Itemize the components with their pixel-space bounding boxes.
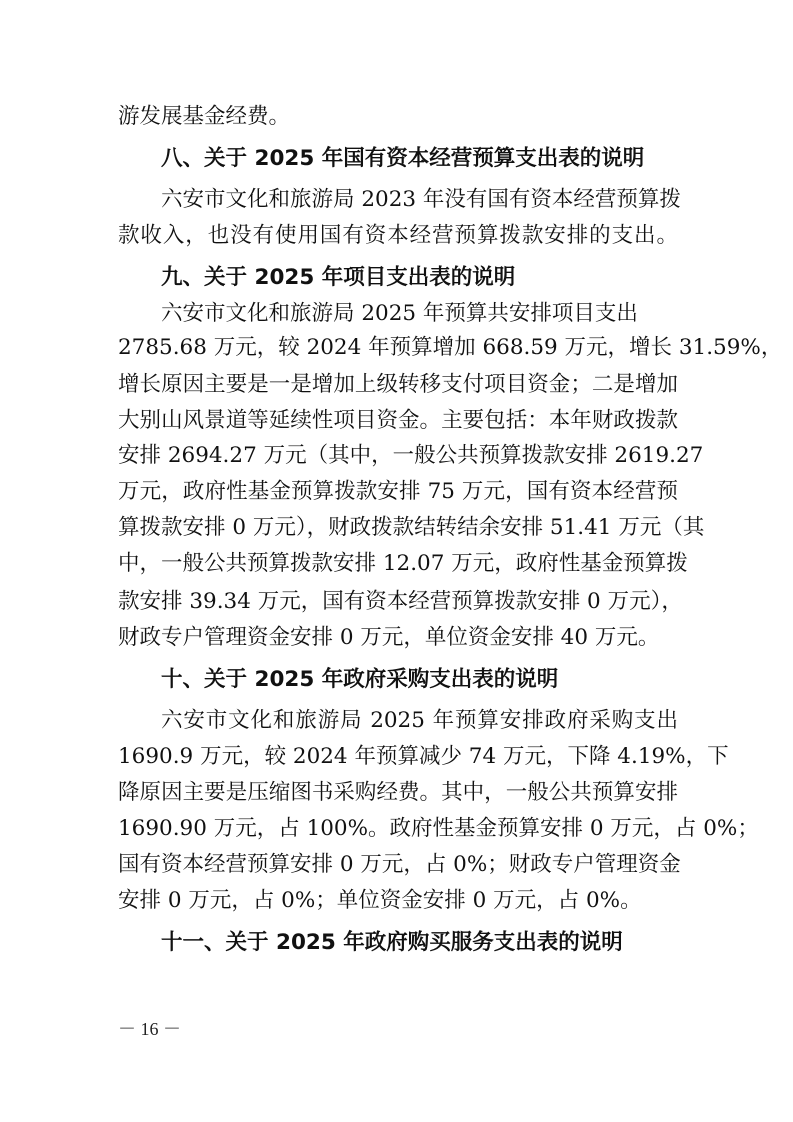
body-text-line: 六安市文化和旅游局 2025 年预算安排政府采购支出 xyxy=(161,708,678,733)
body-text-line: 1690.9 万元，较 2024 年预算减少 74 万元，下降 4.19%，下 xyxy=(118,744,729,769)
body-text-line: 款收入，也没有使用国有资本经营预算拨款安排的支出。 xyxy=(118,223,678,248)
body-text-line: 安排 0 万元，占 0%；单位资金安排 0 万元，占 0%。 xyxy=(118,888,642,913)
body-text-line: 2785.68 万元，较 2024 年预算增加 668.59 万元，增长 31.59%， xyxy=(118,335,783,360)
body-text-line: 六安市文化和旅游局 2023 年没有国有资本经营预算拨 xyxy=(161,187,681,212)
body-text-line: 游发展基金经费。 xyxy=(118,104,291,129)
body-text-line: 财政专户管理资金安排 0 万元，单位资金安排 40 万元。 xyxy=(118,625,660,650)
body-text-line: 大别山风景道等延续性项目资金。主要包括：本年财政拨款 xyxy=(118,408,678,433)
body-text-line: 降原因主要是压缩图书采购经费。其中，一般公共预算安排 xyxy=(118,780,678,805)
section-heading: 十、关于 2025 年政府采购支出表的说明 xyxy=(161,667,559,692)
section-heading: 九、关于 2025 年项目支出表的说明 xyxy=(161,265,516,290)
section-heading: 十一、关于 2025 年政府购买服务支出表的说明 xyxy=(161,930,623,955)
section-heading: 八、关于 2025 年国有资本经营预算支出表的说明 xyxy=(161,146,645,171)
body-text-line: 国有资本经营预算安排 0 万元，占 0%；财政专户管理资金 xyxy=(118,852,681,877)
body-text-line: 款安排 39.34 万元，国有资本经营预算拨款安排 0 万元）， xyxy=(118,589,683,614)
page-number: － 16 － xyxy=(118,1019,181,1039)
body-text-line: 增长原因主要是一是增加上级转移支付项目资金；二是增加 xyxy=(118,372,678,397)
body-text-line: 中，一般公共预算拨款安排 12.07 万元，政府性基金预算拨 xyxy=(118,551,688,576)
body-text-line: 算拨款安排 0 万元），财政拨款结转结余安排 51.41 万元（其 xyxy=(118,515,705,540)
body-text-line: 安排 2694.27 万元（其中，一般公共预算拨款安排 2619.27 xyxy=(118,443,704,468)
body-text-line: 1690.90 万元，占 100%。政府性基金预算安排 0 万元，占 0%； xyxy=(118,816,759,841)
body-text-line: 万元，政府性基金预算拨款安排 75 万元，国有资本经营预 xyxy=(118,479,678,504)
body-text-line: 六安市文化和旅游局 2025 年预算共安排项目支出 xyxy=(161,301,638,326)
